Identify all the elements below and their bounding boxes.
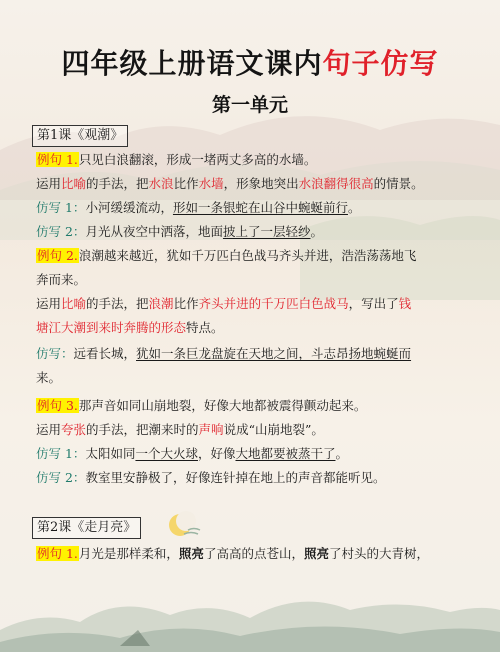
page-title: 四年级上册语文课内句子仿写 [61, 47, 439, 80]
moon-icon [166, 510, 202, 540]
imitation-sentence: 仿写 2：教室里安静极了，好像连针掉在地上的声音都能听见。 [36, 470, 386, 485]
example-sentence: 例句 3.那声音如同山崩地裂，好像大地都被震得颤动起来。 [37, 398, 367, 413]
imitation-sentence: 仿写 1：小河缓缓流动，形如一条银蛇在山谷中蜿蜒前行。 [36, 200, 361, 215]
imitation-sentence-continued: 来。 [36, 370, 62, 385]
lesson-tag: 第1课《观潮》 [32, 125, 128, 147]
technique-note: 运用夸张的手法，把潮来时的声响说成“山崩地裂”。 [36, 422, 324, 437]
imitation-sentence: 仿写：远看长城，犹如一条巨龙盘旋在天地之间，斗志昂扬地蜿蜒而 [36, 346, 412, 361]
example-sentence: 例句 1.只见白浪翻滚，形成一堵两丈多高的水墙。 [37, 152, 317, 167]
technique-note: 运用比喻的手法，把浪潮比作齐头并进的千万匹白色战马，写出了钱 [36, 296, 412, 311]
bottom-landscape [0, 560, 500, 652]
imitation-sentence: 仿写 1：太阳如同一个大火球，好像大地都要被蒸干了。 [36, 446, 349, 461]
example-sentence: 例句 1.月光是那样柔和，照亮了高高的点苍山，照亮了村头的大青树， [37, 546, 429, 561]
imitation-sentence: 仿写 2：月光从夜空中洒落，地面披上了一层轻纱。 [36, 224, 323, 239]
technique-note-continued: 塘江大潮到来时奔腾的形态特点。 [36, 320, 224, 335]
lesson-tag: 第2课《走月亮》 [32, 517, 141, 539]
technique-note: 运用比喻的手法，把水浪比作水墙，形象地突出水浪翻得很高的情景。 [36, 176, 424, 191]
unit-heading: 第一单元 [211, 94, 288, 116]
example-sentence: 例句 2.浪潮越来越近，犹如千万匹白色战马齐头并进，浩浩荡荡地飞 [37, 248, 417, 263]
example-sentence-continued: 奔而来。 [36, 272, 87, 287]
